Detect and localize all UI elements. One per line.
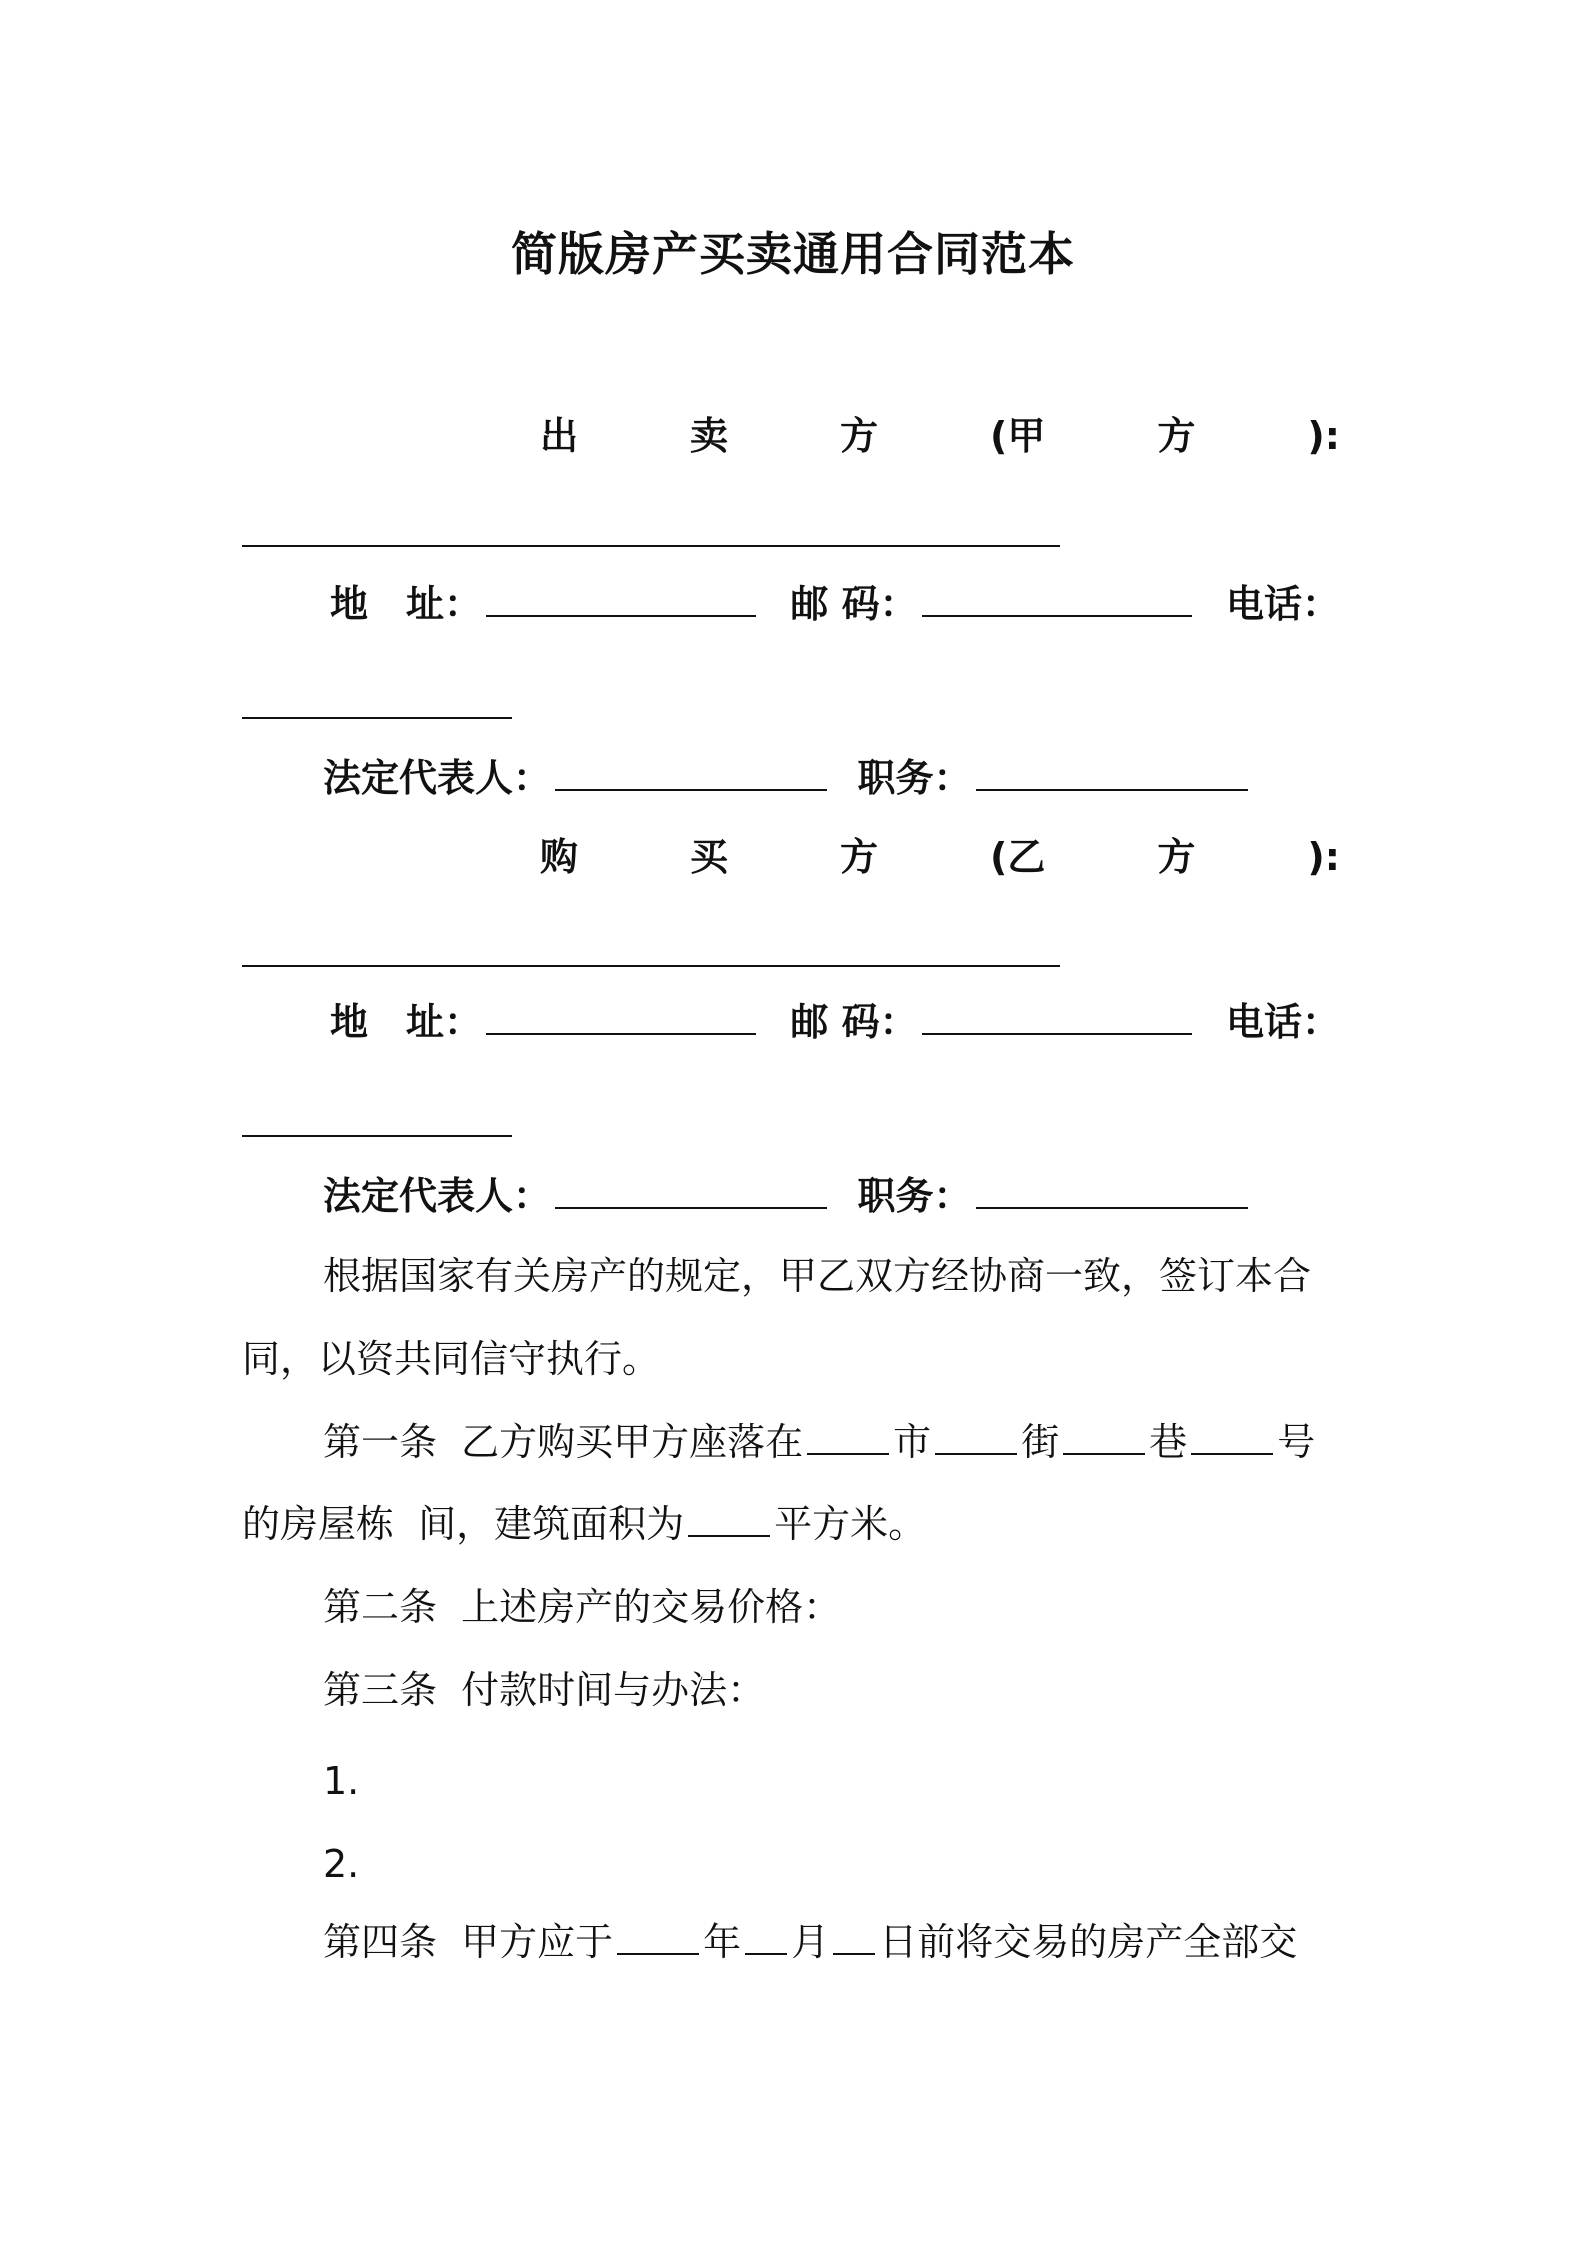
seller-rep-label: 法定代表人： xyxy=(323,756,552,800)
buyer-postcode-blank xyxy=(922,999,1192,1035)
seller-contact-row xyxy=(330,580,1340,628)
buyer-rep-row xyxy=(323,1172,1252,1220)
number-label: 号 xyxy=(1277,1420,1316,1464)
preamble-line-2: 同，以资共同信守执行。 xyxy=(242,1337,661,1381)
buyer-postcode-group xyxy=(790,998,1195,1046)
buyer-rep-blank xyxy=(555,1173,827,1209)
seller-postcode-blank xyxy=(922,581,1192,617)
article-4 xyxy=(323,1918,1297,1966)
buyer-heading-char: 购 xyxy=(540,835,579,879)
street-blank xyxy=(935,1419,1017,1455)
list-item-2: 2. xyxy=(323,1842,360,1886)
buyer-address-group xyxy=(330,998,760,1046)
city-blank xyxy=(807,1419,889,1455)
article-1-line-2 xyxy=(242,1500,926,1548)
year-label: 年 xyxy=(703,1920,742,1964)
lane-blank xyxy=(1063,1419,1145,1455)
year-blank xyxy=(617,1919,699,1955)
buyer-postcode-label: 邮 码： xyxy=(790,1000,918,1044)
area-blank xyxy=(688,1501,770,1537)
article-1-line-2-b: 平方米。 xyxy=(774,1502,927,1546)
city-label: 市 xyxy=(893,1420,932,1464)
month-label: 月 xyxy=(791,1920,830,1964)
buyer-phone-blank xyxy=(242,1135,512,1137)
seller-heading-char: 出 xyxy=(540,414,579,458)
seller-rep-row xyxy=(323,754,1252,802)
seller-heading-char: 卖 xyxy=(690,414,729,458)
seller-phone-blank xyxy=(242,717,512,719)
article-4-rest: 日前将交易的房产全部交 xyxy=(879,1920,1298,1964)
seller-name-blank xyxy=(242,545,1060,547)
seller-heading xyxy=(540,412,1340,460)
number-blank xyxy=(1191,1419,1273,1455)
buyer-name-blank xyxy=(242,965,1060,967)
article-2: 第二条 上述房产的交易价格： xyxy=(323,1585,842,1629)
seller-heading-char: ): xyxy=(1307,414,1340,458)
buyer-heading-char: 方 xyxy=(1157,835,1196,879)
seller-address-label: 地 址： xyxy=(330,582,483,626)
seller-rep-blank xyxy=(555,755,827,791)
buyer-address-blank xyxy=(486,999,756,1035)
seller-address-blank xyxy=(486,581,756,617)
seller-heading-char: 方 xyxy=(840,414,879,458)
seller-heading-char: (甲 xyxy=(990,414,1046,458)
seller-heading-char: 方 xyxy=(1157,414,1196,458)
article-1-line-1 xyxy=(323,1418,1315,1466)
seller-position-blank xyxy=(976,755,1248,791)
article-1-line-2-a: 的房屋栋 间，建筑面积为 xyxy=(242,1502,685,1546)
buyer-heading-char: 方 xyxy=(840,835,879,879)
buyer-heading-char: ): xyxy=(1307,835,1340,879)
buyer-heading-char: 买 xyxy=(690,835,729,879)
buyer-position-label: 职务： xyxy=(857,1174,972,1218)
article-3: 第三条 付款时间与办法： xyxy=(323,1668,766,1712)
list-item-1: 1. xyxy=(323,1759,360,1803)
buyer-phone-label: 电话： xyxy=(1225,1000,1340,1044)
seller-address-group xyxy=(330,580,760,628)
seller-postcode-label: 邮 码： xyxy=(790,582,918,626)
month-blank xyxy=(745,1919,787,1955)
street-label: 街 xyxy=(1021,1420,1060,1464)
buyer-heading xyxy=(540,833,1340,881)
seller-position-label: 职务： xyxy=(857,756,972,800)
seller-postcode-group xyxy=(790,580,1195,628)
preamble-line-1: 根据国家有关房产的规定，甲乙双方经协商一致，签订本合 xyxy=(323,1254,1312,1298)
day-blank xyxy=(833,1919,875,1955)
seller-phone-label: 电话： xyxy=(1225,582,1340,626)
buyer-position-blank xyxy=(976,1173,1248,1209)
buyer-contact-row xyxy=(330,998,1340,1046)
article-4-head: 第四条 甲方应于 xyxy=(323,1920,614,1964)
buyer-rep-label: 法定代表人： xyxy=(323,1174,552,1218)
buyer-address-label: 地 址： xyxy=(330,1000,483,1044)
article-1-head: 第一条 乙方购买甲方座落在 xyxy=(323,1420,804,1464)
document-title: 简版房产买卖通用合同范本 xyxy=(511,227,1075,281)
buyer-heading-char: (乙 xyxy=(990,835,1046,879)
lane-label: 巷 xyxy=(1149,1420,1188,1464)
